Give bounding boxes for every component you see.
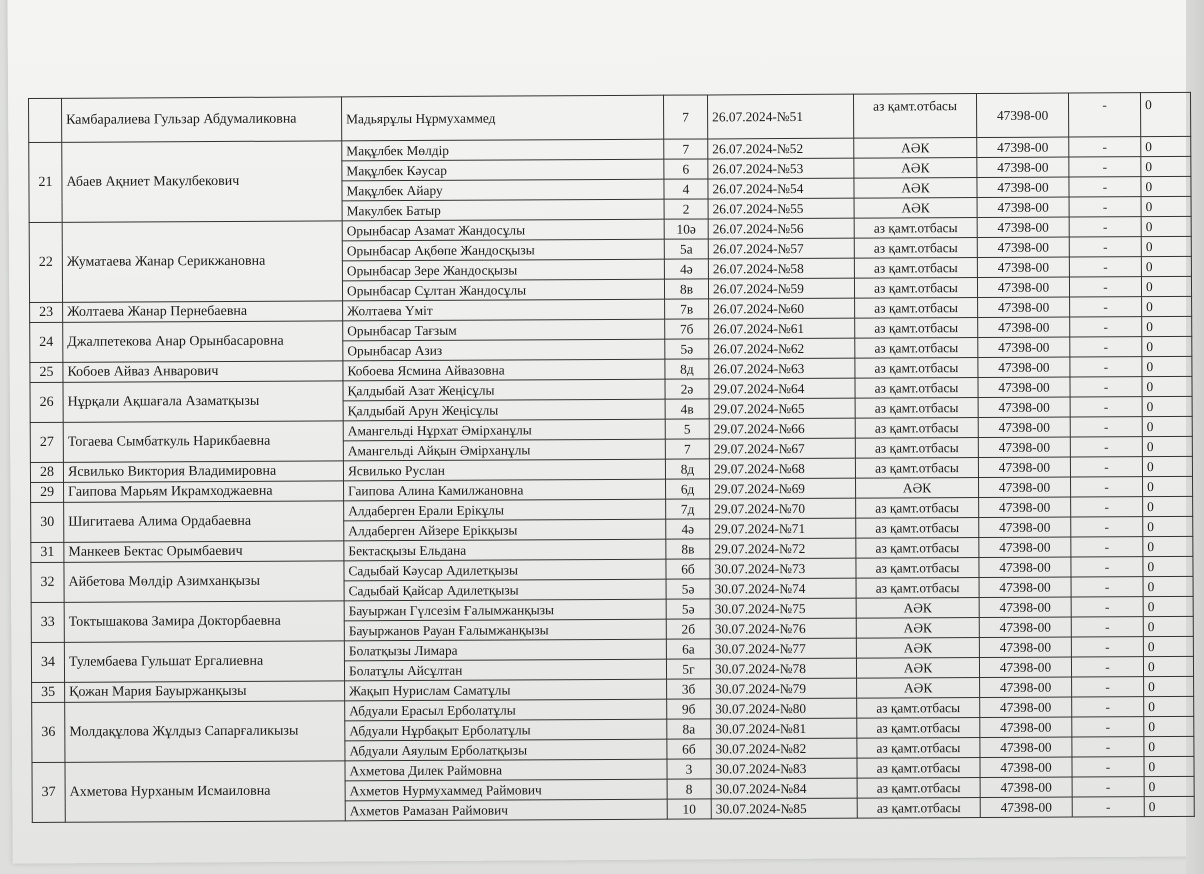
zero-value: 0 [1143, 536, 1193, 556]
amount: 47398-00 [977, 137, 1069, 157]
zero-value: 0 [1142, 436, 1192, 456]
grade: 8в [664, 279, 708, 299]
dash-value: - [1071, 517, 1143, 537]
dash-value: - [1070, 317, 1142, 337]
grade: 7 [664, 139, 708, 159]
grade: 8в [666, 539, 710, 559]
child-name: Орынбасар Тағзым [343, 319, 665, 341]
dash-value: - [1069, 277, 1141, 297]
family-type: аз қамт.отбасы [856, 538, 979, 559]
amount: 47398-00 [980, 777, 1072, 797]
family-type: аз қамт.отбасы [856, 558, 979, 579]
family-type: аз қамт.отбасы [857, 778, 980, 799]
dash-value: - [1071, 497, 1143, 517]
family-type: аз қамт.отбасы [855, 418, 978, 439]
child-name: Бауыржан Гүлсезім Ғалымжанқызы [344, 599, 666, 621]
child-name: Қалдыбай Арун Жеңісұлы [343, 399, 665, 421]
family-type: аз қамт.отбасы [857, 718, 980, 739]
dash-value: - [1070, 477, 1142, 497]
row-number: 36 [32, 702, 65, 762]
row-number: 21 [29, 142, 62, 222]
zero-value: 0 [1142, 416, 1192, 436]
parent-name: Кобоев Айваз Анварович [63, 361, 343, 382]
family-type: аз қамт.отбасы [856, 498, 979, 519]
dash-value: - [1071, 617, 1143, 637]
zero-value: 0 [1141, 156, 1191, 176]
parent-name: Джалпетекова Анар Орынбасаровна [63, 321, 343, 362]
grade: 4ә [666, 519, 710, 539]
child-name: Амангельді Нұрхат Әмірханұлы [343, 419, 665, 441]
dash-value: - [1070, 457, 1142, 477]
family-type: аз қамт.отбасы [856, 518, 979, 539]
dash-value: - [1069, 157, 1141, 177]
grade: 6а [666, 639, 710, 659]
child-name: Гаипова Алина Камилжановна [344, 479, 666, 501]
zero-value: 0 [1144, 756, 1194, 776]
parent-name: Гаипова Марьям Икрамходжаевна [64, 481, 344, 502]
zero-value: 0 [1142, 316, 1192, 336]
dash-value: - [1072, 737, 1144, 757]
grade: 3б [667, 679, 711, 699]
order-date: 30.07.2024-№75 [710, 598, 856, 619]
zero-value: 0 [1144, 716, 1194, 736]
row-number: 25 [30, 362, 63, 382]
grade: 5г [666, 659, 710, 679]
dash-value: - [1069, 177, 1141, 197]
order-date: 26.07.2024-№60 [709, 298, 855, 319]
family-type: АӘК [856, 658, 979, 679]
family-type: АӘК [854, 158, 977, 179]
grade: 6б [667, 739, 711, 759]
order-date: 29.07.2024-№69 [710, 478, 856, 499]
amount: 47398-00 [979, 517, 1071, 537]
grade: 5ә [666, 599, 710, 619]
amount: 47398-00 [978, 417, 1070, 437]
amount: 47398-00 [980, 677, 1072, 697]
zero-value: 0 [1142, 336, 1192, 356]
grade: 5ә [665, 339, 709, 359]
amount: 47398-00 [978, 297, 1070, 317]
family-type: АӘК [854, 138, 977, 159]
dash-value: - [1069, 217, 1141, 237]
dash-value: - [1070, 337, 1142, 357]
family-type: АӘК [856, 618, 979, 639]
zero-value: 0 [1141, 256, 1191, 276]
child-name: Кобоева Ясмина Айвазовна [343, 359, 665, 381]
child-name: Болатұлы Айсұлтан [344, 659, 666, 681]
dash-value: - [1070, 397, 1142, 417]
amount: 47398-00 [979, 557, 1071, 577]
child-name: Мадьярұлы Нұрмухаммед [341, 95, 663, 141]
dash-value: - [1069, 197, 1141, 217]
table-row [29, 92, 1191, 142]
family-type: АӘК [856, 598, 979, 619]
amount: 47398-00 [978, 457, 1070, 477]
order-date: 26.07.2024-№62 [709, 338, 855, 359]
child-name: Орынбасар Азамат Жандосұлы [342, 219, 664, 241]
amount: 47398-00 [980, 697, 1072, 717]
order-date: 30.07.2024-№80 [711, 698, 857, 719]
family-type: аз қамт.отбасы [854, 238, 977, 259]
order-date: 26.07.2024-№55 [708, 198, 854, 219]
amount: 47398-00 [978, 337, 1070, 357]
dash-value: - [1071, 597, 1143, 617]
amount: 47398-00 [980, 737, 1072, 757]
zero-value: 0 [1144, 696, 1194, 716]
dash-value: - [1072, 777, 1144, 797]
dash-value: - [1071, 577, 1143, 597]
child-name: Алдаберген Ерали Ерікұлы [344, 499, 666, 521]
child-name: Ахметов Рамазан Раймович [345, 799, 667, 821]
family-type: аз қамт.отбасы [854, 278, 977, 299]
family-type: аз қамт.отбасы [855, 398, 978, 419]
grade: 2ә [665, 379, 709, 399]
family-type: аз қамт.отбасы [853, 94, 976, 139]
parent-name: Жолтаева Жанар Пернебаевна [63, 301, 343, 322]
child-name: Ахметова Дилек Раймовна [345, 759, 667, 781]
zero-value: 0 [1140, 92, 1190, 136]
child-name: Абдуали Ерасыл Ерболатұлы [345, 699, 667, 721]
dash-value: - [1069, 257, 1141, 277]
family-type: АӘК [854, 198, 977, 219]
family-type: аз қамт.отбасы [857, 698, 980, 719]
child-name: Ахметов Нурмухаммед Раймович [345, 779, 667, 801]
zero-value: 0 [1142, 476, 1192, 496]
grade: 7 [663, 95, 707, 139]
child-name: Мақұлбек Кәусар [342, 159, 664, 181]
zero-value: 0 [1143, 516, 1193, 536]
dash-value: - [1070, 437, 1142, 457]
order-date: 30.07.2024-№84 [711, 778, 857, 799]
zero-value: 0 [1141, 236, 1191, 256]
order-date: 29.07.2024-№70 [710, 498, 856, 519]
parent-name: Қожан Мария Бауыржанқызы [65, 681, 345, 702]
order-date: 29.07.2024-№64 [709, 378, 855, 399]
row-number: 33 [31, 602, 64, 642]
parent-name: Камбаралиева Гульзар Абдумаликовна [62, 97, 342, 142]
zero-value: 0 [1141, 176, 1191, 196]
family-type: аз қамт.отбасы [854, 218, 977, 239]
amount: 47398-00 [979, 617, 1071, 637]
parent-name: Абаев Ақниет Макулбекович [62, 141, 342, 222]
amount: 47398-00 [979, 657, 1071, 677]
dash-value: - [1069, 137, 1141, 157]
parent-name: Нұрқали Ақшағала Азаматқызы [63, 381, 343, 422]
amount: 47398-00 [979, 577, 1071, 597]
row-number: 26 [30, 382, 63, 422]
parent-name: Жуматаева Жанар Серикжановна [62, 221, 342, 302]
child-name: Орынбасар Азиз [343, 339, 665, 361]
order-date: 29.07.2024-№65 [709, 398, 855, 419]
family-type: АӘК [856, 638, 979, 659]
family-type: аз қамт.отбасы [855, 338, 978, 359]
order-date: 26.07.2024-№63 [709, 358, 855, 379]
row-number: 28 [30, 462, 63, 482]
family-type: аз қамт.отбасы [855, 298, 978, 319]
grade: 7д [666, 499, 710, 519]
child-name: Ясвилько Руслан [343, 459, 665, 481]
order-date: 30.07.2024-№78 [710, 658, 856, 679]
child-name: Жақып Нурислам Саматұлы [345, 679, 667, 701]
parent-name: Айбетова Мөлдір Азимханқызы [64, 561, 344, 602]
amount: 47398-00 [977, 257, 1069, 277]
grade: 8 [667, 779, 711, 799]
family-type: аз қамт.отбасы [857, 738, 980, 759]
child-name: Болатқызы Лимара [344, 639, 666, 661]
grade: 10 [667, 799, 711, 819]
parent-name: Молдақұлова Жұлдыз Сапарғаликызы [65, 701, 345, 762]
amount: 47398-00 [979, 477, 1071, 497]
grade: 4в [665, 399, 709, 419]
order-date: 30.07.2024-№76 [710, 618, 856, 639]
order-date: 30.07.2024-№79 [711, 678, 857, 699]
zero-value: 0 [1144, 676, 1194, 696]
zero-value: 0 [1143, 496, 1193, 516]
family-type: АӘК [856, 478, 979, 499]
order-date: 26.07.2024-№54 [708, 178, 854, 199]
amount: 47398-00 [977, 197, 1069, 217]
amount: 47398-00 [978, 357, 1070, 377]
row-number: 29 [31, 482, 64, 502]
dash-value: - [1069, 237, 1141, 257]
order-date: 30.07.2024-№83 [711, 758, 857, 779]
zero-value: 0 [1143, 556, 1193, 576]
parent-name: Ясвилько Виктория Владимировна [63, 461, 343, 482]
dash-value: - [1071, 637, 1143, 657]
amount: 47398-00 [980, 757, 1072, 777]
zero-value: 0 [1142, 376, 1192, 396]
dash-value: - [1072, 757, 1144, 777]
order-date: 26.07.2024-№51 [707, 94, 853, 139]
child-name: Орынбасар Зере Жандосқызы [342, 259, 664, 281]
amount: 47398-00 [979, 597, 1071, 617]
grade: 6 [664, 159, 708, 179]
family-type: аз қамт.отбасы [855, 378, 978, 399]
dash-value: - [1072, 677, 1144, 697]
amount: 47398-00 [980, 717, 1072, 737]
family-type: аз қамт.отбасы [856, 578, 979, 599]
grade: 5ә [666, 579, 710, 599]
child-name: Садыбай Кәусар Адилетқызы [344, 559, 666, 581]
amount: 47398-00 [979, 537, 1071, 557]
amount: 47398-00 [980, 797, 1072, 817]
amount: 47398-00 [978, 377, 1070, 397]
zero-value: 0 [1143, 616, 1193, 636]
zero-value: 0 [1142, 396, 1192, 416]
amount: 47398-00 [976, 93, 1068, 137]
order-date: 30.07.2024-№82 [711, 738, 857, 759]
order-date: 26.07.2024-№59 [708, 278, 854, 299]
zero-value: 0 [1141, 216, 1191, 236]
beneficiary-table [28, 92, 1195, 823]
zero-value: 0 [1144, 796, 1194, 816]
row-number: 30 [31, 502, 64, 542]
order-date: 30.07.2024-№74 [710, 578, 856, 599]
order-date: 30.07.2024-№77 [710, 638, 856, 659]
amount: 47398-00 [977, 237, 1069, 257]
dash-value: - [1072, 717, 1144, 737]
parent-name: Шигитаева Алима Ордабаевна [64, 501, 344, 542]
child-name: Жолтаева Үміт [343, 299, 665, 321]
row-number: 32 [31, 562, 64, 602]
child-name: Орынбасар Ақбөпе Жандосқызы [342, 239, 664, 261]
dash-value: - [1071, 557, 1143, 577]
family-type: аз қамт.отбасы [857, 758, 980, 779]
zero-value: 0 [1143, 576, 1193, 596]
order-date: 29.07.2024-№71 [710, 518, 856, 539]
amount: 47398-00 [977, 277, 1069, 297]
family-type: аз қамт.отбасы [855, 358, 978, 379]
family-type: АӘК [854, 178, 977, 199]
amount: 47398-00 [979, 637, 1071, 657]
grade: 6д [666, 479, 710, 499]
child-name: Бектасқызы Ельдана [344, 539, 666, 561]
zero-value: 0 [1143, 656, 1193, 676]
grade: 8д [665, 359, 709, 379]
zero-value: 0 [1142, 456, 1192, 476]
order-date: 26.07.2024-№61 [709, 318, 855, 339]
parent-name: Ахметова Нурханым Исмаиловна [65, 761, 345, 822]
grade: 8а [667, 719, 711, 739]
grade: 3 [667, 759, 711, 779]
row-number: 31 [31, 542, 64, 562]
amount: 47398-00 [979, 497, 1071, 517]
grade: 6б [666, 559, 710, 579]
parent-name: Манкеев Бектас Орымбаевич [64, 541, 344, 562]
order-date: 26.07.2024-№53 [708, 158, 854, 179]
child-name: Мақұлбек Мөлдір [342, 139, 664, 161]
family-type: аз қамт.отбасы [855, 318, 978, 339]
order-date: 29.07.2024-№72 [710, 538, 856, 559]
amount: 47398-00 [978, 397, 1070, 417]
child-name: Орынбасар Сұлтан Жандосұлы [342, 279, 664, 301]
parent-name: Тогаева Сымбаткуль Нарикбаевна [63, 421, 343, 462]
dash-value: - [1072, 797, 1144, 817]
child-name: Абдуали Аяулым Ерболатқызы [345, 739, 667, 761]
dash-value: - [1071, 537, 1143, 557]
child-name: Амангельді Айқын Әмірханұлы [343, 439, 665, 461]
order-date: 26.07.2024-№56 [708, 218, 854, 239]
family-type: аз қамт.отбасы [855, 438, 978, 459]
grade: 7б [665, 319, 709, 339]
zero-value: 0 [1141, 196, 1191, 216]
zero-value: 0 [1141, 276, 1191, 296]
zero-value: 0 [1143, 596, 1193, 616]
order-date: 29.07.2024-№66 [709, 418, 855, 439]
parent-name: Токтышакова Замира Докторбаевна [64, 601, 344, 642]
row-number: 23 [30, 302, 63, 322]
family-type: аз қамт.отбасы [855, 458, 978, 479]
parent-name: Тулембаева Гульшат Ергалиевна [64, 641, 344, 682]
dash-value: - [1072, 697, 1144, 717]
child-name: Алдаберген Айзере Ерікқызы [344, 519, 666, 541]
row-number [29, 98, 62, 142]
dash-value: - [1071, 657, 1143, 677]
zero-value: 0 [1141, 136, 1191, 156]
order-date: 30.07.2024-№85 [711, 798, 857, 819]
row-number: 37 [32, 762, 65, 822]
order-date: 29.07.2024-№67 [709, 438, 855, 459]
dash-value: - [1068, 93, 1140, 137]
grade: 7 [665, 439, 709, 459]
grade: 10ә [664, 219, 708, 239]
order-date: 26.07.2024-№58 [708, 258, 854, 279]
family-type: аз қамт.отбасы [857, 798, 980, 819]
amount: 47398-00 [978, 437, 1070, 457]
child-name: Мақұлбек Айару [342, 179, 664, 201]
zero-value: 0 [1142, 356, 1192, 376]
grade: 5а [664, 239, 708, 259]
grade: 8д [665, 459, 709, 479]
grade: 7в [665, 299, 709, 319]
child-name: Абдуали Нұрбақыт Ерболатұлы [345, 719, 667, 741]
grade: 2б [666, 619, 710, 639]
grade: 2 [664, 199, 708, 219]
row-number: 22 [29, 222, 62, 302]
family-type: аз қамт.отбасы [854, 258, 977, 279]
row-number: 35 [32, 682, 65, 702]
dash-value: - [1070, 417, 1142, 437]
row-number: 34 [31, 642, 64, 682]
order-date: 29.07.2024-№68 [709, 458, 855, 479]
row-number: 27 [30, 422, 63, 462]
order-date: 30.07.2024-№73 [710, 558, 856, 579]
amount: 47398-00 [977, 157, 1069, 177]
family-type: АӘК [857, 678, 980, 699]
child-name: Макулбек Батыр [342, 199, 664, 221]
zero-value: 0 [1144, 736, 1194, 756]
dash-value: - [1070, 377, 1142, 397]
grade: 4 [664, 179, 708, 199]
amount: 47398-00 [977, 217, 1069, 237]
child-name: Қалдыбай Азат Жеңісұлы [343, 379, 665, 401]
dash-value: - [1070, 357, 1142, 377]
child-name: Садыбай Қайсар Адилетқызы [344, 579, 666, 601]
row-number: 24 [30, 322, 63, 362]
child-name: Бауыржанов Рауан Ғалымжанқызы [344, 619, 666, 641]
amount: 47398-00 [977, 177, 1069, 197]
grade: 4ә [664, 259, 708, 279]
zero-value: 0 [1142, 296, 1192, 316]
zero-value: 0 [1143, 636, 1193, 656]
zero-value: 0 [1144, 776, 1194, 796]
order-date: 26.07.2024-№52 [708, 138, 854, 159]
grade: 9б [667, 699, 711, 719]
order-date: 26.07.2024-№57 [708, 238, 854, 259]
amount: 47398-00 [978, 317, 1070, 337]
dash-value: - [1070, 297, 1142, 317]
order-date: 30.07.2024-№81 [711, 718, 857, 739]
grade: 5 [665, 419, 709, 439]
